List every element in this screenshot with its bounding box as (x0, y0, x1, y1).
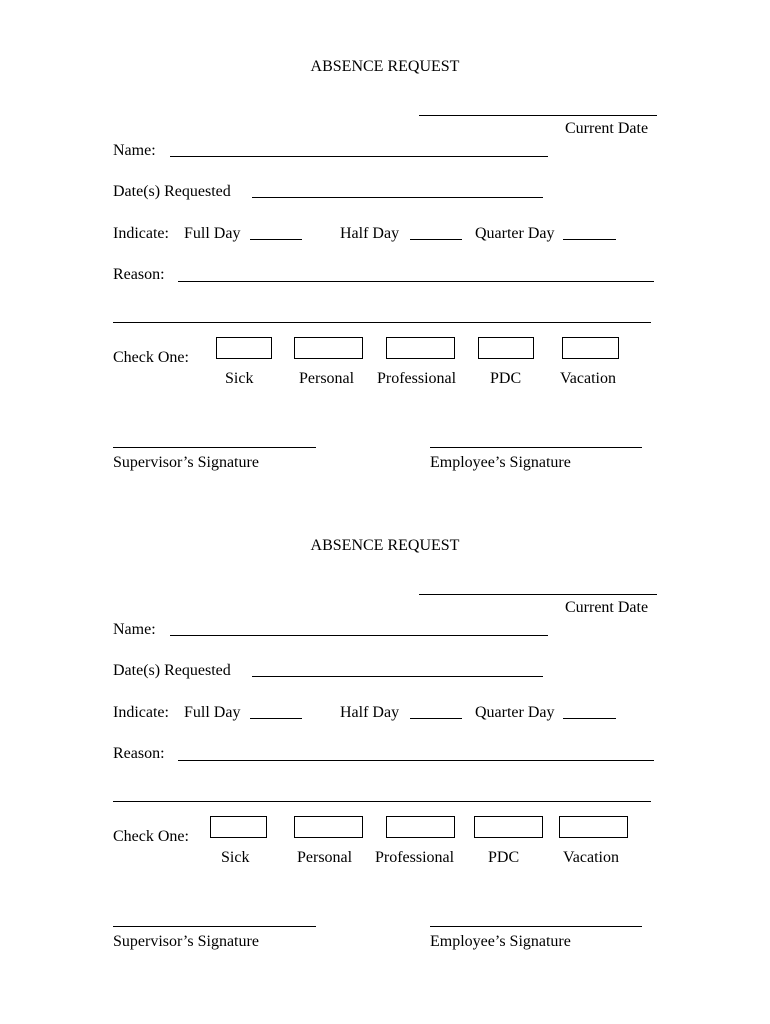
pdc-checkbox[interactable] (478, 337, 534, 359)
option-personal: Personal (299, 370, 355, 387)
half-day-label: Half Day (340, 704, 400, 721)
option-personal: Personal (297, 849, 353, 866)
quarter-day-line[interactable] (563, 239, 616, 240)
check-one-label: Check One: (113, 349, 189, 366)
sick-checkbox[interactable] (210, 816, 267, 838)
option-pdc: PDC (488, 849, 520, 866)
employee-signature-line[interactable] (430, 926, 642, 927)
indicate-label: Indicate: (113, 225, 169, 242)
supervisor-signature-line[interactable] (113, 926, 316, 927)
name-line[interactable] (170, 156, 548, 157)
vacation-checkbox[interactable] (562, 337, 619, 359)
full-day-line[interactable] (250, 239, 302, 240)
quarter-day-line[interactable] (563, 718, 616, 719)
dates-requested-label: Date(s) Requested (113, 183, 231, 200)
quarter-day-label: Quarter Day (475, 704, 555, 721)
reason-line-1[interactable] (178, 760, 654, 761)
reason-line-2[interactable] (113, 322, 651, 323)
full-day-label: Full Day (184, 704, 241, 721)
full-day-label: Full Day (184, 225, 241, 242)
half-day-line[interactable] (410, 239, 462, 240)
dates-requested-label: Date(s) Requested (113, 662, 231, 679)
half-day-line[interactable] (410, 718, 462, 719)
name-label: Name: (113, 142, 156, 159)
employee-signature-label: Employee’s Signature (430, 454, 571, 471)
personal-checkbox[interactable] (294, 337, 363, 359)
current-date-line[interactable] (419, 594, 657, 595)
reason-label: Reason: (113, 266, 165, 283)
absence-request-form-2 (0, 479, 770, 958)
professional-checkbox[interactable] (386, 816, 455, 838)
personal-checkbox[interactable] (294, 816, 363, 838)
reason-line-2[interactable] (113, 801, 651, 802)
dates-requested-line[interactable] (252, 676, 543, 677)
dates-requested-line[interactable] (252, 197, 543, 198)
indicate-label: Indicate: (113, 704, 169, 721)
current-date-label: Current Date (565, 599, 649, 616)
full-day-line[interactable] (250, 718, 302, 719)
supervisor-signature-label: Supervisor’s Signature (113, 454, 259, 471)
form-title: ABSENCE REQUEST (310, 537, 460, 554)
employee-signature-label: Employee’s Signature (430, 933, 571, 950)
supervisor-signature-line[interactable] (113, 447, 316, 448)
reason-line-1[interactable] (178, 281, 654, 282)
absence-request-form-1 (0, 0, 770, 479)
option-pdc: PDC (490, 370, 522, 387)
employee-signature-line[interactable] (430, 447, 642, 448)
quarter-day-label: Quarter Day (475, 225, 555, 242)
option-sick: Sick (221, 849, 250, 866)
check-one-label: Check One: (113, 828, 189, 845)
option-vacation: Vacation (563, 849, 619, 866)
professional-checkbox[interactable] (386, 337, 455, 359)
vacation-checkbox[interactable] (559, 816, 628, 838)
current-date-line[interactable] (419, 115, 657, 116)
current-date-label: Current Date (565, 120, 649, 137)
option-professional: Professional (375, 849, 455, 866)
form-title: ABSENCE REQUEST (310, 58, 460, 75)
option-sick: Sick (225, 370, 254, 387)
option-vacation: Vacation (560, 370, 616, 387)
pdc-checkbox[interactable] (474, 816, 543, 838)
half-day-label: Half Day (340, 225, 400, 242)
name-label: Name: (113, 621, 156, 638)
reason-label: Reason: (113, 745, 165, 762)
option-professional: Professional (377, 370, 457, 387)
name-line[interactable] (170, 635, 548, 636)
supervisor-signature-label: Supervisor’s Signature (113, 933, 259, 950)
sick-checkbox[interactable] (216, 337, 272, 359)
